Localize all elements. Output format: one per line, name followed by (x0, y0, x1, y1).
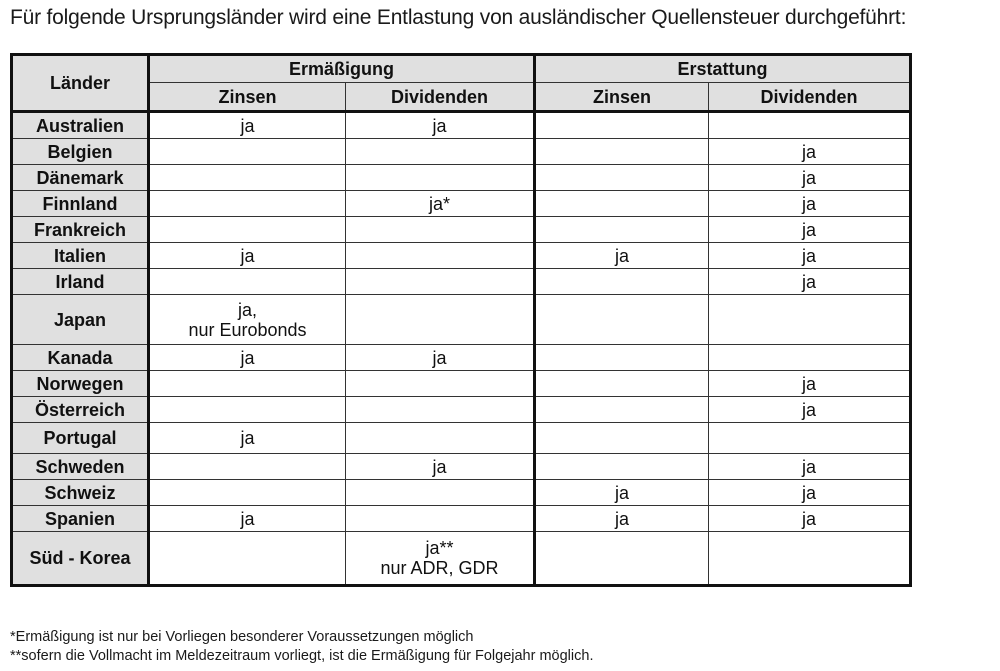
erm-dividenden-cell (346, 480, 535, 506)
country-cell: Schweden (12, 454, 149, 480)
erm-zinsen-cell (149, 397, 346, 423)
erst-dividenden-cell: ja (709, 397, 911, 423)
erst-zinsen-cell (535, 165, 709, 191)
cell-line: ja, (237, 299, 257, 320)
erst-dividenden-cell: ja (709, 454, 911, 480)
erst-zinsen-cell: ja (535, 243, 709, 269)
erst-dividenden-cell: ja (709, 506, 911, 532)
table-row (12, 165, 911, 191)
erm-zinsen-cell (149, 295, 346, 345)
erm-dividenden-cell (346, 532, 535, 586)
table-row (12, 371, 911, 397)
erm-dividenden-cell (346, 217, 535, 243)
cell-line: nur ADR, GDR (380, 558, 499, 578)
erst-zinsen-cell (535, 191, 709, 217)
table-row (12, 112, 911, 139)
erst-dividenden-cell (709, 532, 911, 586)
erst-dividenden-cell: ja (709, 243, 911, 269)
table-row (12, 295, 911, 345)
header-erstattung: Erstattung (535, 55, 911, 83)
erst-dividenden-cell (709, 423, 911, 454)
erst-dividenden-cell: ja (709, 371, 911, 397)
erm-zinsen-cell (149, 454, 346, 480)
country-cell: Australien (12, 112, 149, 139)
erm-zinsen-cell (149, 480, 346, 506)
footnote: **sofern die Vollmacht im Meldezeitraum vorliegt, ist die Ermäßigung für Folgejahr möglich. (10, 648, 594, 664)
erm-dividenden-cell: ja (346, 112, 535, 139)
erm-dividenden-cell (346, 243, 535, 269)
table-row (12, 532, 911, 586)
erst-dividenden-cell: ja (709, 269, 911, 295)
footnote: *Ermäßigung ist nur bei Vorliegen besonderer Voraussetzungen möglich (10, 629, 474, 645)
header-laender: Länder (12, 55, 149, 112)
country-cell: Kanada (12, 345, 149, 371)
erst-zinsen-cell (535, 532, 709, 586)
erm-dividenden-cell: ja (346, 345, 535, 371)
erm-dividenden-cell (346, 371, 535, 397)
erm-zinsen-cell: ja (149, 243, 346, 269)
table-row (12, 243, 911, 269)
table-row (12, 397, 911, 423)
table-row (12, 217, 911, 243)
country-cell: Belgien (12, 139, 149, 165)
table-row (12, 506, 911, 532)
country-cell: Norwegen (12, 371, 149, 397)
erm-zinsen-cell (149, 532, 346, 586)
erst-dividenden-cell: ja (709, 139, 911, 165)
table-row (12, 423, 911, 454)
erm-zinsen-cell (149, 139, 346, 165)
page-title: Für folgende Ursprungsländer wird eine Entlastung von ausländischer Quellensteuer durchgeführt: (10, 6, 907, 29)
erm-dividenden-cell (346, 165, 535, 191)
erst-dividenden-cell (709, 295, 911, 345)
erm-dividenden-cell: ja (346, 454, 535, 480)
erm-zinsen-cell (149, 165, 346, 191)
header-erst-zinsen: Zinsen (535, 83, 709, 112)
table-row (12, 269, 911, 295)
withholding-tax-table (10, 53, 912, 587)
erm-dividenden-cell (346, 506, 535, 532)
country-cell: Frankreich (12, 217, 149, 243)
erm-dividenden-cell (346, 269, 535, 295)
erst-dividenden-cell: ja (709, 217, 911, 243)
country-cell: Italien (12, 243, 149, 269)
erm-zinsen-cell (149, 191, 346, 217)
table-row (12, 139, 911, 165)
country-cell: Schweiz (12, 480, 149, 506)
erm-zinsen-cell (149, 371, 346, 397)
cell-line: ja** (425, 538, 454, 558)
erst-zinsen-cell (535, 295, 709, 345)
erm-zinsen-cell (149, 217, 346, 243)
table-row (12, 454, 911, 480)
erm-dividenden-cell (346, 139, 535, 165)
country-cell: Japan (12, 295, 149, 345)
erst-dividenden-cell: ja (709, 191, 911, 217)
erst-zinsen-cell (535, 112, 709, 139)
country-cell: Süd - Korea (12, 532, 149, 586)
erst-zinsen-cell (535, 139, 709, 165)
erst-zinsen-cell (535, 345, 709, 371)
erm-zinsen-cell: ja (149, 506, 346, 532)
footnotes (10, 628, 593, 666)
erm-zinsen-cell: ja (149, 423, 346, 454)
header-erm-dividenden: Dividenden (346, 83, 535, 112)
erst-dividenden-cell: ja (709, 165, 911, 191)
header-erst-dividenden: Dividenden (709, 83, 911, 112)
country-cell: Dänemark (12, 165, 149, 191)
erst-zinsen-cell (535, 217, 709, 243)
erm-dividenden-cell: ja* (346, 191, 535, 217)
cell-line: nur Eurobonds (188, 319, 307, 340)
country-cell: Spanien (12, 506, 149, 532)
country-cell: Portugal (12, 423, 149, 454)
header-ermaessigung: Ermäßigung (149, 55, 535, 83)
header-erm-zinsen: Zinsen (149, 83, 346, 112)
erm-dividenden-cell (346, 423, 535, 454)
erst-dividenden-cell (709, 345, 911, 371)
table-row (12, 480, 911, 506)
erst-zinsen-cell: ja (535, 506, 709, 532)
country-cell: Irland (12, 269, 149, 295)
erst-dividenden-cell: ja (709, 480, 911, 506)
table-row (12, 345, 911, 371)
erm-dividenden-cell (346, 397, 535, 423)
erst-zinsen-cell (535, 397, 709, 423)
country-cell: Finnland (12, 191, 149, 217)
erst-zinsen-cell (535, 371, 709, 397)
erst-zinsen-cell: ja (535, 480, 709, 506)
erm-zinsen-cell: ja (149, 345, 346, 371)
erst-zinsen-cell (535, 423, 709, 454)
erm-dividenden-cell (346, 295, 535, 345)
erst-zinsen-cell (535, 269, 709, 295)
erm-zinsen-cell (149, 269, 346, 295)
table-row (12, 191, 911, 217)
country-cell: Österreich (12, 397, 149, 423)
erst-dividenden-cell (709, 112, 911, 139)
erst-zinsen-cell (535, 454, 709, 480)
erm-zinsen-cell: ja (149, 112, 346, 139)
